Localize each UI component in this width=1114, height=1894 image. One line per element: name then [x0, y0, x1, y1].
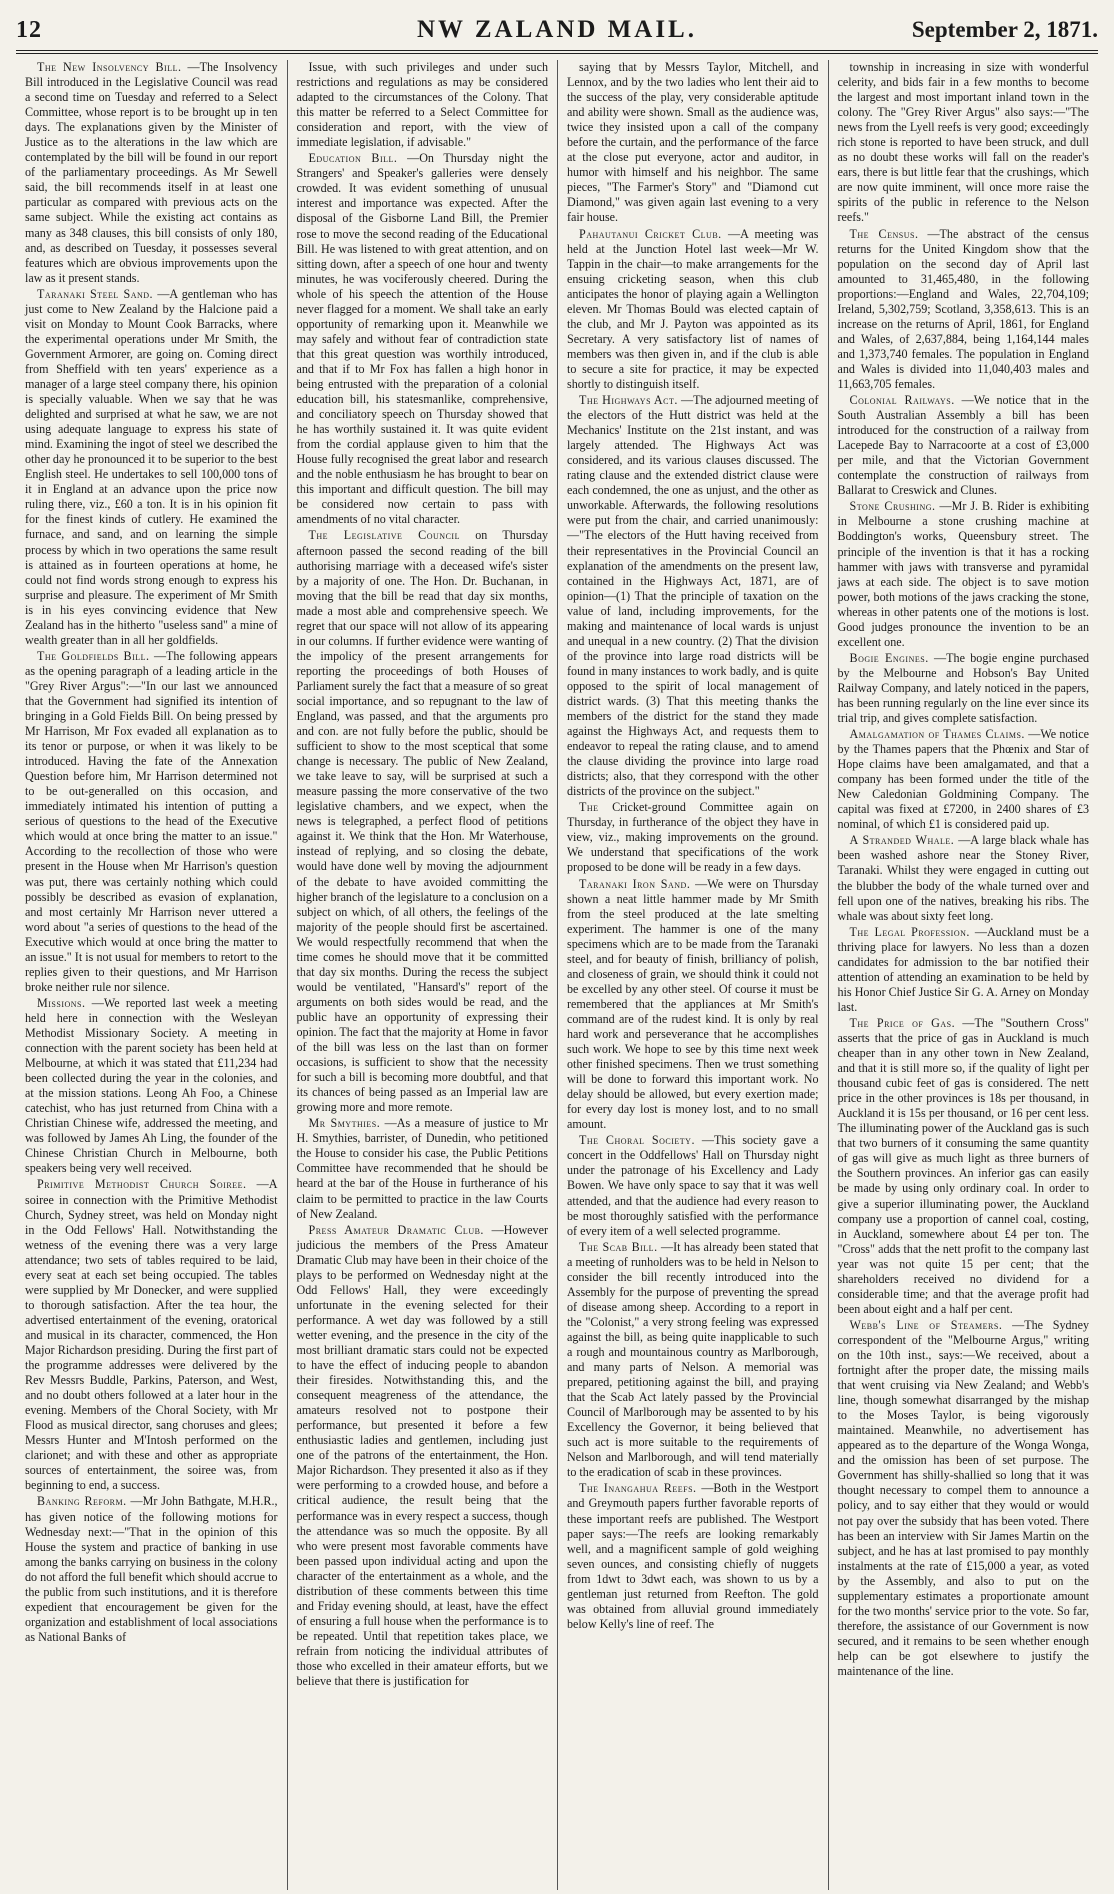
article-item [838, 227, 1090, 393]
article-item [25, 996, 278, 1177]
article-item [25, 1494, 278, 1644]
article-body: —We notice that in the South Australian Assembly a bill has been introduced for the construction of a railway from Lacepede Bay to Narracoorte at a cost of £3,000 per mile, and that the Victorian Government contemplate the construction of railways from Ballarat to Creswick and Clunes. [837, 393, 1089, 498]
newspaper-title: NW ZALAND MAIL. [417, 16, 697, 43]
article-heading: The Legal Profession. [849, 924, 970, 939]
article-heading: The Price of Gas. [849, 1015, 956, 1030]
article-body: —On Thursday night the Strangers' and Speaker's galleries were densely crowded. It was evident something of unusual interest and importance was expected. After the disposal of the Gisborne Land Bill, the Premier rose to move the second reading of the Educational Bill. He was listened to with great attention, and on sitting down, after a speech of one hour and twenty minutes, he was vociferously cheered. During the whole of his speech the attention of the House never flagged for a moment. We shall take an early opportunity of remarking upon it. Meanwhile we may safely and without fear of contradiction state that this great question was worthily introduced, and that if to Mr Fox has fallen a high honor in being entrusted with the preparation of a colonial education bill, his statesmanlike, comprehensive, and conciliatory speech on Thursday showed that he has worthily sustained it. It was quite evident from the cordial applause given to him that the House fully recognised the great labor and research and the noble enthusiasm he has brought to bear on this important and difficult question. The bill may be considered now certain to pass with amendments of no vital character. [296, 151, 549, 527]
article-item [297, 1223, 549, 1689]
article-item [25, 287, 278, 648]
article-heading: Pahautanui Cricket Club. [579, 226, 722, 241]
article-item [567, 1240, 819, 1481]
article-body: —We reported last week a meeting held here in connection with the Wesleyan Methodist Missionary Society. A meeting in connection with the parent society has been held at Melbourne, at which it was stated that £11,234 had been collected during the year in the colonies, and at the mission stations. Leong Ah Foo, a Chinese catechist, who has just returned from China with a Christian Chinese wife, addressed the meeting, and was followed by James Ah Ling, the founder of the Chinese Christian Church in Melbourne, both speakers being very well received. [25, 995, 278, 1176]
article-heading: The [579, 800, 599, 815]
article-item [838, 833, 1090, 923]
article-item [297, 1116, 549, 1221]
article-heading: Bogie Engines. [849, 650, 929, 665]
article-item [838, 499, 1090, 649]
article-heading: The Choral Society. [579, 1133, 695, 1148]
masthead [16, 10, 1098, 51]
article-body: —Mr John Bathgate, M.H.R., has given notice of the following motions for Wednesday next:—"That in the opinion of this House the system and practice of banking in use among the banks carrying on business in the colony do not afford the full benefit which should accrue to the public from such institutions, and it is therefore expedient that encouragement be given for the organization and establishment of local associations as National Banks of [25, 1494, 278, 1644]
article-body: —The Sydney correspondent of the "Melbourne Argus," writing on the 10th inst., says:—We received, about a fortnight after the proper date, the missing mails that went cruising via New Zealand; and Webb's line, though somewhat disarranged by the mishap to the Moses Taylor, is being vigorously maintained. Meanwhile, no advertisement has appeared as to the departure of the Wonga Wonga, and the omission has been of set purpose. The Government has shilly-shallied so long that it was thought necessary to compel them to announce a policy, and to say either that they would or would not pay over the subsidy that has been voted. There has been an interview with Sir James Martin on the subject, and he has at last promised to pay monthly instalments at the rate of £15,000 a year, as voted by the Assembly, and also to put on the supplementary estimates a proportionate amount for the two months' service prior to the vote. So far, therefore, the assistance of our Government is now secured, and it remains to be seen whether enough help can be got elsewhere to justify the maintenance of the line. [837, 1317, 1090, 1678]
article-body: —A large black whale has been washed ashore near the Stoney River, Taranaki. Whilst they were engaged in cutting out the blubber the body of the whale turned over and fell upon one of the natives, breaking his ribs. The whale was about sixty feet long. [837, 833, 1089, 923]
article-item [25, 649, 278, 995]
article-heading: The Legislative Council [308, 528, 460, 543]
article-heading: The Scab Bill. [579, 1239, 658, 1254]
article-body: Issue, with such privileges and under such restrictions and regulations as may be considered adapted to the circumstances of the Colony. That this matter be referred to a Select Committee for consideration and report, with the view of immediate legislation, if advisable." [296, 60, 548, 150]
article-heading: Missions. [37, 995, 86, 1010]
article-heading: The Census. [849, 226, 919, 241]
article-body: —The adjourned meeting of the electors of the Hutt district was held at the Mechanics' Institute on the 21st instant, and was largely attended. The Highways Act was considered, and its various clauses discussed. The rating clause and the extended district clause were each condemned, the one as unjust, and the other as unworkable. Afterwards, the following resolutions were put from the chair, and carried unanimously:—"The electors of the Hutt having received from their representatives in the Provincial Council an explanation of the amendments on the present law, contained in the Highways Act, 1871, are of opinion—(1) That the principle of taxation on the value of land, including improvements, for the making and maintenance of local wards is unjust and unequal in a new country. (2) That the division of the province into large road districts will be found in many instances to work badly, and is quite opposed to the spirit of local management of district wards. (3) That this meeting thanks the members of the district for the stand they made against the Highways Act, and requests them to endeavor to repeal the rating clause, and to amend the clause dividing the province into large road districts; also, that they correspond with the other districts of the province on the subject." [567, 393, 819, 799]
column-1 [16, 60, 287, 1890]
article-body: —We notice by the Thames papers that the Phœnix and Star of Hope claims have been amalgamated, and that a company has been formed under the title of the New Caledonian Goldmining Company. The capital was fixed at £7200, in 2400 shares of £3 nominal, of which £1 is considered paid up. [837, 727, 1089, 832]
article-item [838, 1318, 1090, 1679]
article-item [838, 1016, 1090, 1317]
article-heading: The Goldfields Bill. [37, 648, 150, 663]
article-item [297, 528, 549, 1115]
article-body: —A meeting was held at the Junction Hotel last week—Mr W. Tappin in the chair—to make arrangements for the ensuing cricketing season, when this club anticipates the honor of playing again a Wellington eleven. Mr Thomas Bould was elected captain of the club, and Mr J. Payton was appointed as its Secretary. A very satisfactory list of names of members was then given in, and if the club is able to secure a site for practice, it may be expected shortly to distinguish itself. [567, 226, 819, 391]
article-body: —The following appears as the opening paragraph of a leading article in the "Grey River Argus":—"In our last we announced that the Government had signified its intention of bringing in a Gold Fields Bill. On being pressed by Mr Harrison, Mr Fox evaded all explanation as to its tenor or purpose, or when it was likely to be introduced. Having the fate of the Annexation Question before him, Mr Harrison determined not to be out-generalled on this occasion, and immediately intimated his intention of putting a serious of questions to the head of the Executive which would at once bring the matter to an issue." According to the recollection of those who were present in the House when Mr Harrison's question was put, there was certainly nothing which could possibly be described as evasion of explanation, and most certainly Mr Harrison never uttered a word about "a series of questions to the head of the Executive which would at once bring the matter to an issue." It is not usual for members to retort to the replies given to their questions, and Mr Harrison broke neither rule nor silence. [25, 648, 278, 994]
article-item [567, 1481, 819, 1631]
article-heading: A Stranded Whale. [849, 833, 955, 848]
column-2 [287, 60, 558, 1890]
page-number: 12 [16, 16, 42, 43]
article-body: —The bogie engine purchased by the Melbourne and Hobson's Bay United Railway Company, and lately noticed in the papers, has been running regularly on the line ever since its trial trip, and gives complete satisfaction. [837, 650, 1089, 726]
article-heading: Colonial Railways. [849, 393, 955, 408]
article-item [567, 227, 819, 393]
article-body: Cricket-ground Committee again on Thursday, in furtherance of the object they have in view, viz., making improvements on the ground. We understand that specifications of the work proposed to be done will be ready in a few days. [567, 800, 819, 875]
masthead-rule [16, 53, 1098, 54]
article-item [567, 60, 819, 226]
article-item [567, 877, 819, 1133]
article-body: —The "Southern Cross" asserts that the price of gas in Auckland is much cheaper than in any other town in New Zealand, and that it is still more so, if the quality of light per thousand cubic feet of gas is considered. The nett price in the other provinces is 18s per thousand, in Auckland it is 15s per thousand, or 16 per cent less. The illuminating power of the Auckland gas is such that two burners of it consuming the same quantity of gas will give as much light as three burners of the Southern provinces. An inferior gas can easily be made by using only ordinary coal. In order to give a superior illuminating power, the Auckland company use a proportion of cannel coal, costing, in Auckland, somewhere about £4 per ton. The "Cross" adds that the nett profit to the company last year was not quite 15 per cent; that the shareholders received no dividend for a considerable time; and that the average profit had been about eight and a half per cent. [837, 1015, 1089, 1316]
article-heading: Press Amateur Dramatic Club. [308, 1222, 484, 1237]
article-item [838, 925, 1090, 1015]
article-item [25, 60, 278, 286]
article-heading: Mr Smythies. [308, 1116, 381, 1131]
article-body: township in increasing in size with wonderful celerity, and bids fair in a few months to become the largest and most important inland town in the colony. The "Grey River Argus" also says:—"The news from the Lyell reefs is very good; exceedingly rich stone is reported to have been struck, and dull as no doubt these works will fall on the reader's ears, there is but little fear that the crushings, which are now quite imminent, will once more raise the spirits of the public in reference to the Nelson reefs." [837, 60, 1089, 225]
article-body: —The Insolvency Bill introduced in the Legislative Council was read a second time on Tuesday and referred to a Select Committee, whose report is to be brought up in ten days. The explanations given by the Minister of Justice as to the alterations in the law which are contemplated by the bill will be found in our report of the parliamentary proceedings. As Mr Sewell said, the bill recommends itself in at least one particular as compared with previous acts on the same subject. While the existing act contains as many as 348 clauses, this bill consists of only 180, and, as described on Tuesday, it possesses several features which are obvious improvements upon the law as it present stands. [25, 60, 278, 285]
article-item [567, 1133, 819, 1238]
article-heading: Amalgamation of Thames Claims. [849, 727, 1025, 742]
article-body: —It has already been stated that a meeting of runholders was to be held in Nelson to consider the bill recently introduced into the Assembly for the purpose of preventing the spread of disease among sheep. According to a report in the "Colonist," a very strong feeling was expressed against the bill, as being quite inapplicable to such a rough and mountainous country as Marlborough, and many parts of Nelson. A memorial was prepared, petitioning against the bill, and praying that the Scab Act lately passed by the Provincial Council of Marlborough may be assented to by his Excellency the Governor, it being believed that such act is more suitable to the requirements of Nelson and Marlborough, and will tend materially to the eradication of scab in these provinces. [567, 1239, 819, 1480]
article-heading: Primitive Methodist Church Soiree. [37, 1177, 247, 1192]
article-item [25, 1177, 278, 1493]
article-body: —We were on Thursday shown a neat little hammer made by Mr Smith from the steel produced at the late smelting experiment. The hammer is one of the many specimens which are to be made from the Taranaki steel, and for beauty of finish, brilliancy of polish, and closeness of grain, we should think it could not be excelled by any other steel. Of course it must be remembered that the appliances at Mr Smith's command are of the rudest kind. It is only by real hard work and perseverance that he accomplishes such work. We hope to see by this time next week other finished specimens. Then we trust something will be done to forward this important work. No delay should be allowed, but every exertion made; for every day lost is money lost, and to no small amount. [567, 876, 819, 1132]
article-heading: Taranaki Iron Sand. [579, 876, 691, 891]
article-body: on Thursday afternoon passed the second reading of the bill authorising marriage with a deceased wife's sister by a majority of one. The Hon. Dr. Buchanan, in moving that the bill be read that day six months, made a most able and comprehensive speech. We regret that our space will not allow of its appearing in our columns. If further evidence were wanting of the impolicy of the present arrangements for reporting the proceedings of both Houses of Parliament surely the fact that a measure of so great social importance, and so repugnant to the law of England, was passed, and that the arguments pro and con. are not fully before the public, should be sufficient to show to the most sceptical that some change is necessary. The public of New Zealand, we take leave to say, will be surprised at such a measure passing the more conservative of the two legislative chambers, and we expect, when the news is telegraphed, a perfect flood of petitions against it. We think that the Hon. Mr Waterhouse, instead of replying, and so closing the debate, would have done well by moving the adjournment of the debate to have avoided committing the higher branch of the legislature to a conclusion on a subject on which, of all others, the feelings of the majority of the people should first be ascertained. We would respectfully recommend that when the time comes he should move that it be committed that day six months. During the recess the subject would be ventilated, "Hansard's" report of the arguments on both sides would be read, and the public have an opportunity of expressing their opinion. The fact that the majority at Home in favor of the bill was less on the last than on former occasions, is sufficient to show that the necessity for such a bill is becoming more doubtful, and that its chances of being passed as an Imperial law are growing more and more remote. [296, 528, 548, 1115]
article-body: —This society gave a concert in the Oddfellows' Hall on Thursday night under the patronage of his Excellency and Lady Bowen. We have only space to say that it was well attended, and that the audience had every reason to be most thoroughly satisfied with the performance of every item of a well selected programme. [567, 1133, 819, 1238]
article-body: —A soiree in connection with the Primitive Methodist Church, Sydney street, was held on Monday night in the Odd Fellows' Hall. Notwithstanding the wetness of the evening there was a very large attendance; two sets of tables required to be laid, every seat at each set being occupied. The tables were supplied by Mr Donecker, and were supplied to thorough satisfaction. After the tea hour, the advertised entertainment of the evening, oratorical and musical in its character, commenced, the Hon Major Richardson presiding. During the first part of the programme addresses were delivered by the Rev Messrs Buddle, Parkins, Paterson, and West, and no doubt others followed at a later hour in the evening. Members of the Choral Society, with Mr Flood as musical director, sang choruses and glees; Messrs Hunter and M'Intosh performed on the clarionet; and with these and other as appropriate sources of entertainment, the soiree was, from beginning to end, a success. [25, 1177, 278, 1493]
article-body: —Both in the Westport and Greymouth papers further favorable reports of these important reefs are published. The Westport paper says:—The reefs are looking remarkably well, and a magnificent sample of gold weighing seven ounces, and consisting chiefly of nuggets from 1dwt to 3dwt each, was shown to us by a gentleman just returned from Reefton. The gold was obtained from alluvial ground immediately below Kelly's line of reef. The [567, 1481, 819, 1631]
article-item [838, 727, 1090, 832]
article-columns [16, 60, 1098, 1890]
article-heading: Stone Crushing. [849, 499, 936, 514]
article-item [838, 393, 1090, 498]
article-body: —As a measure of justice to Mr H. Smythies, barrister, of Dunedin, who petitioned the House to consider his case, the Public Petitions Committee have recommended that he should be heard at the bar of the House in furtherance of his claim to be permitted to practice in the law Courts of New Zealand. [296, 1116, 548, 1221]
article-heading: The Inangahua Reefs. [579, 1481, 697, 1496]
article-heading: Webb's Line of Steamers. [849, 1317, 1003, 1332]
column-4 [828, 60, 1099, 1890]
article-item [297, 60, 549, 150]
article-body: saying that by Messrs Taylor, Mitchell, and Lennox, and by the two ladies who lent their aid to the success of the play, very considerable aptitude and ability were shown. Small as the audience was, twice they insisted upon a call of the company before the curtain, and the performance of the farce at the close put everyone, actor and auditor, in humor with himself and his neighbor. The same pieces, "The Farmer's Story" and "Diamond cut Diamond," was given again last evening to a very fair house. [567, 60, 819, 225]
article-item [567, 393, 819, 799]
article-heading: Education Bill. [308, 151, 398, 166]
article-body: —However judicious the members of the Press Amateur Dramatic Club may have been in their choice of the plays to be performed on Wednesday night at the Odd Fellows' Hall, they were exceedingly unfortunate in the evening selected for their performance. A wet day was followed by a still wetter evening, and the presence in the city of the most brilliant dramatic stars could not be expected to have the effect of inducing people to abandon their firesides. Notwithstanding this, and the consequent meagreness of the attendance, the amateurs resolved not to postpone their performance, but presented it before a few enthusiastic ladies and gentlemen, including just one of the patrons of the entertainment, the Hon. Major Richardson. They presented it also as if they were performing to a crowded house, and before a critical audience, the result being that the performance was in every respect a success, though the attendance was so much the opposite. By all who were present most favorable comments have been passed upon individual acting and upon the character of the entertainment as a whole, and the distribution of these comments between this time and Friday evening should, at least, have the effect of ensuring a full house when the performance is to be repeated. Until that repetition takes place, we refrain from noticing the individual attributes of those who excelled in their amateur efforts, but we believe that there is justification for [296, 1222, 548, 1689]
article-item [838, 651, 1090, 726]
article-body: —Auckland must be a thriving place for lawyers. No less than a dozen candidates for admission to the bar notified their attention of attending an examination to be held by his Honor Chief Justice Sir G. A. Arney on Monday last. [837, 924, 1089, 1014]
column-3 [557, 60, 828, 1890]
article-body: —The abstract of the census returns for the United Kingdom show that the population on the second day of April last amounted to 31,465,480, in the following proportions:—England and Wales, 22,704,109; Ireland, 5,302,759; Scotland, 3,358,613. This is an increase on the returns of April, 1861, for England and Wales, of 2,637,884, being 1,164,144 males and 1,373,740 females. The population in England and Wales is divided into 11,040,403 males and 11,663,705 females. [837, 226, 1089, 391]
article-body: —A gentleman who has just come to New Zealand by the Halcione paid a visit on Monday to Mount Cook Barracks, where the experimental operations under Mr Smith, the Government Armorer, are going on. Coming direct from Sheffield with ten years' experience as a manager of a large steel company there, his opinion is specially valuable. When we say that he was delighted and surprised at what he saw, we are not using adequate language to express his state of mind. Examining the ingot of steel we described the other day he pronounced it to be superior to the best English steel. He undertakes to sell 100,000 tons of it in England at an advance upon the price now ruling there, viz., £60 a ton. It is in his opinion fit for the finest kinds of cutlery. He examined the furnace, and sand, and on learning the simple process by which in two operations the same result is attained as in fourteen operations at home, he could not find words strong enough to express his surprise and pleasure. The experiment of Mr Smith is in his eyes convincing evidence that New Zealand has in the hitherto "useless sand" a mine of wealth greater than in all her goldfields. [25, 286, 278, 647]
article-item [297, 151, 549, 527]
article-heading: Banking Reform. [37, 1494, 127, 1509]
article-item [838, 60, 1090, 226]
article-item [567, 800, 819, 875]
issue-date: September 2, 1871. [911, 17, 1098, 42]
article-heading: Taranaki Steel Sand. [37, 286, 154, 301]
article-heading: The New Insolvency Bill. [37, 60, 182, 74]
article-body: —Mr J. B. Rider is exhibiting in Melbourne a stone crushing machine at Boddington's works, Queensbury street. The principle of the invention is that it has a rocking hammer with jaws with transverse and pyramidal jaws at each side. The object is to save motion power, both motions of the jaws cracking the stone, whereas in other patents one of the motions is lost. Good judges pronounce the invention to be an excellent one. [837, 499, 1089, 649]
article-heading: The Highways Act. [579, 393, 678, 408]
